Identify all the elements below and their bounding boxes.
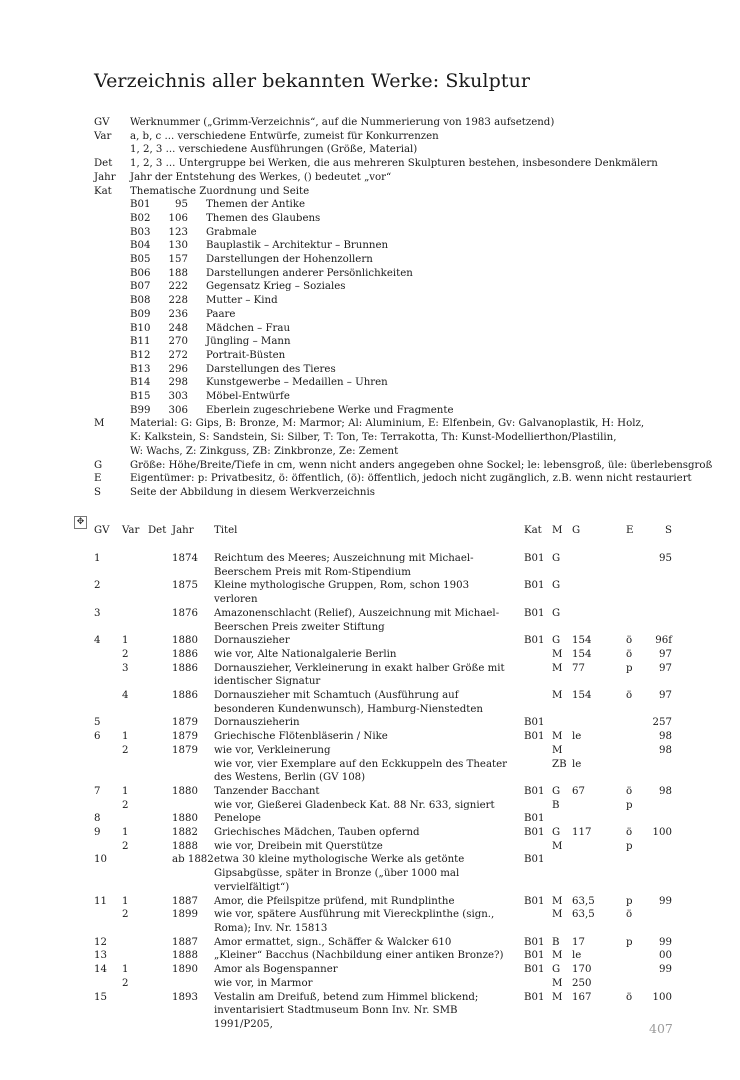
legend-abbr: E (94, 473, 102, 485)
cell-var: 1 (122, 827, 129, 839)
cell-titel: wie vor, in Marmor (214, 977, 313, 989)
legend-row (94, 486, 734, 500)
cell-var: 2 (122, 744, 129, 756)
kat-code: B06 (130, 267, 151, 279)
kat-code: B02 (130, 212, 151, 224)
cell-e: p (626, 662, 633, 674)
legend-text: Material: G: Gips, B: Bronze, M: Marmor; Al: Aluminium, E: Elfenbein, Gv: Galvanoplastik, H: Holz, (130, 418, 645, 430)
cell-titel: Vestalin am Dreifuß, betend zum Himmel blickend; inventarisiert Stadtmuseum Bonn Inv. Nr. SMB 1991/P205, (214, 991, 479, 1030)
cell-titel: wie vor, Gießerei Gladenbeck Kat. 88 Nr. 633, signiert (214, 799, 495, 811)
cell-titel: Dornauszieherin (214, 717, 300, 729)
cell-m: M (552, 731, 563, 743)
kat-item (94, 335, 734, 349)
cell-jahr: 1880 (172, 635, 198, 647)
table-row (94, 758, 674, 785)
cell-var: 2 (122, 909, 129, 921)
legend-row (94, 185, 734, 199)
cell-g: 250 (572, 977, 592, 989)
cell-kat: B01 (524, 991, 545, 1003)
kat-item (94, 404, 734, 418)
kat-page: 236 (168, 308, 188, 320)
table-row (94, 689, 674, 716)
legend-text: Werknummer („Grimm-Verzeichnis“, auf die Nummerierung von 1983 aufsetzend) (130, 117, 555, 128)
cell-m: G (552, 827, 561, 839)
kat-label: Jüngling – Mann (206, 336, 291, 348)
cell-titel: Dornauszieher, Verkleinerung in exakt halber Größe mit identischer Signatur (214, 662, 505, 688)
cell-titel: Amor, die Pfeilspitze prüfend, mit Rundplinthe (214, 895, 455, 907)
header-kat: Kat (524, 525, 542, 536)
cell-kat: B01 (524, 854, 545, 866)
cell-g: 154 (572, 635, 592, 647)
cell-e: p (626, 895, 633, 907)
cell-jahr: 1882 (172, 827, 198, 839)
table-move-handle-icon[interactable]: ✥ (74, 516, 87, 529)
kat-code: B15 (130, 391, 151, 403)
cell-var: 2 (122, 648, 129, 660)
cell-kat: B01 (524, 895, 545, 907)
cell-s: 99 (659, 895, 672, 907)
table-row (94, 552, 674, 579)
cell-m: M (552, 840, 563, 852)
legend-abbr: GV (94, 117, 110, 128)
legend-text: Seite der Abbildung in diesem Werkverzeichnis (130, 486, 375, 498)
kat-page: 248 (168, 322, 188, 334)
cell-e: p (626, 936, 633, 948)
cell-kat: B01 (524, 964, 545, 976)
cell-m: G (552, 580, 561, 592)
cell-var: 1 (122, 895, 129, 907)
cell-titel: wie vor, Alte Nationalgalerie Berlin (214, 648, 397, 660)
legend-row (94, 116, 734, 130)
header-var: Var (122, 525, 140, 536)
kat-page: 272 (168, 349, 188, 361)
kat-label: Eberlein zugeschriebene Werke und Fragmente (206, 404, 454, 416)
cell-e: ö (626, 690, 633, 702)
kat-page: 306 (168, 404, 188, 416)
kat-label: Darstellungen anderer Persönlichkeiten (206, 267, 413, 279)
cell-gv: 13 (94, 950, 107, 962)
cell-jahr: 1876 (172, 607, 198, 619)
cell-titel: „Kleiner“ Bacchus (Nachbildung einer antiken Bronze?) (214, 950, 504, 962)
page-number: 407 (649, 1021, 673, 1036)
table-row (94, 963, 674, 977)
cell-kat: B01 (524, 717, 545, 729)
kat-page: 303 (168, 391, 188, 403)
cell-s: 257 (652, 717, 672, 729)
cell-s: 100 (652, 827, 672, 839)
cell-s: 98 (659, 744, 672, 756)
kat-label: Kunstgewerbe – Medaillen – Uhren (206, 377, 388, 389)
cell-titel: Amor ermattet, sign., Schäffer & Walcker 610 (214, 936, 452, 948)
cell-var: 2 (122, 799, 129, 811)
cell-gv: 4 (94, 635, 101, 647)
kat-label: Grabmale (206, 226, 257, 238)
header-e: E (626, 525, 634, 536)
legend-row (94, 130, 734, 144)
cell-jahr: 1886 (172, 690, 198, 702)
cell-jahr: 1886 (172, 662, 198, 674)
cell-g: 63,5 (572, 895, 595, 907)
cell-jahr: 1880 (172, 785, 198, 797)
cell-titel: Dornauszieher mit Schamtuch (Ausführung auf besonderen Kundenwunsch), Hamburg-Nienstedten (214, 690, 483, 715)
kat-page: 228 (168, 295, 188, 307)
kat-label: Möbel-Entwürfe (206, 391, 290, 403)
cell-kat: B01 (524, 813, 545, 825)
cell-var: 1 (122, 635, 129, 647)
kat-code: B04 (130, 240, 151, 252)
kat-label: Mädchen – Frau (206, 322, 291, 334)
cell-gv: 11 (94, 895, 107, 907)
table-row (94, 716, 674, 730)
kat-page: 130 (168, 240, 188, 252)
cell-m: M (552, 662, 563, 674)
legend-text: Jahr der Entstehung des Werkes, () bedeutet „vor“ (130, 171, 392, 183)
kat-item (94, 280, 734, 294)
cell-jahr: 1887 (172, 936, 198, 948)
cell-g: le (572, 950, 582, 962)
cell-gv: 9 (94, 827, 101, 839)
kat-item (94, 198, 734, 212)
cell-m: B (552, 799, 560, 811)
header-jahr: Jahr (172, 525, 194, 536)
cell-m: M (552, 950, 563, 962)
table-row (94, 991, 674, 1032)
kat-page: 296 (168, 363, 188, 375)
cell-g: 63,5 (572, 909, 595, 921)
header-gv: GV (94, 525, 110, 536)
cell-var: 4 (122, 690, 129, 702)
kat-page: 270 (168, 336, 188, 348)
cell-titel: wie vor, Verkleinerung (214, 744, 331, 756)
kat-label: Darstellungen des Tieres (206, 363, 336, 375)
table-row (94, 949, 674, 963)
table-row (94, 634, 674, 648)
cell-var: 2 (122, 840, 129, 852)
cell-jahr: 1886 (172, 648, 198, 660)
table-body (94, 552, 674, 1032)
cell-gv: 15 (94, 991, 107, 1003)
legend-abbr: G (94, 459, 103, 471)
kat-item (94, 322, 734, 336)
cell-m: M (552, 991, 563, 1003)
kat-label: Bauplastik – Architektur – Brunnen (206, 240, 389, 252)
cell-m: M (552, 690, 563, 702)
table-row (94, 895, 674, 909)
cell-m: M (552, 909, 563, 921)
cell-gv: 14 (94, 964, 107, 976)
cell-e: p (626, 799, 633, 811)
cell-g: 167 (572, 991, 592, 1003)
works-table (94, 524, 674, 1032)
cell-g: 154 (572, 690, 592, 702)
cell-jahr: 1880 (172, 813, 198, 825)
cell-titel: wie vor, Dreibein mit Querstütze (214, 840, 383, 852)
kat-item (94, 308, 734, 322)
kat-label: Darstellungen der Hohenzollern (206, 254, 373, 266)
cell-gv: 6 (94, 731, 101, 743)
cell-gv: 5 (94, 717, 101, 729)
kat-code: B99 (130, 404, 151, 416)
cell-e: p (626, 840, 633, 852)
cell-jahr: 1888 (172, 950, 198, 962)
cell-s: 98 (659, 785, 672, 797)
cell-gv: 7 (94, 785, 101, 797)
legend-row (94, 171, 734, 185)
kat-label: Paare (206, 308, 236, 320)
cell-s: 97 (659, 648, 672, 660)
cell-m: ZB (552, 758, 567, 770)
cell-e: ö (626, 648, 633, 660)
kat-item (94, 226, 734, 240)
page-title: Verzeichnis aller bekannten Werke: Skulptur (94, 70, 531, 92)
kat-item (94, 212, 734, 226)
cell-m: G (552, 964, 561, 976)
cell-var: 1 (122, 785, 129, 797)
cell-s: 98 (659, 731, 672, 743)
header-s: S (665, 525, 672, 536)
kat-code: B03 (130, 226, 151, 238)
kat-item (94, 390, 734, 404)
kat-item (94, 349, 734, 363)
kat-page: 298 (168, 377, 188, 389)
kat-page: 106 (168, 212, 188, 224)
cell-var: 2 (122, 977, 129, 989)
kat-label: Themen der Antike (206, 199, 306, 211)
kat-code: B08 (130, 295, 151, 307)
cell-g: 77 (572, 662, 585, 674)
cell-titel: Griechisches Mädchen, Tauben opfernd (214, 827, 420, 839)
cell-m: M (552, 744, 563, 756)
table-row (94, 977, 674, 991)
material-row (94, 417, 734, 431)
cell-e: ö (626, 991, 633, 1003)
cell-jahr: 1888 (172, 840, 198, 852)
kat-item (94, 239, 734, 253)
cell-titel: Dornauszieher (214, 635, 290, 647)
cell-kat: B01 (524, 607, 545, 619)
legend-row (94, 143, 734, 157)
legend-row (94, 157, 734, 171)
kat-page: 157 (168, 254, 188, 266)
table-row (94, 730, 674, 744)
table-row (94, 826, 674, 840)
cell-s: 99 (659, 936, 672, 948)
kat-page: 188 (168, 267, 188, 279)
cell-g: le (572, 758, 582, 770)
cell-var: 3 (122, 662, 129, 674)
table-row (94, 908, 674, 935)
legend-text: Größe: Höhe/Breite/Tiefe in cm, wenn nicht anders angegeben ohne Sockel; le: lebensgroß, üle: überlebensgroß (130, 459, 713, 471)
cell-jahr: 1874 (172, 553, 198, 564)
cell-m: G (552, 785, 561, 797)
legend-abbr (94, 143, 130, 157)
kat-item (94, 294, 734, 308)
kat-code: B13 (130, 363, 151, 375)
kat-page: 95 (175, 199, 188, 211)
cell-titel: etwa 30 kleine mythologische Werke als getönte Gipsabgüsse, später in Bronze („über 1000 mal vervielfältigt“) (214, 854, 465, 893)
cell-g: 17 (572, 936, 585, 948)
cell-g: 67 (572, 785, 585, 797)
table-row (94, 785, 674, 799)
cell-s: 00 (659, 950, 672, 962)
kat-code: B12 (130, 349, 151, 361)
cell-kat: B01 (524, 950, 545, 962)
cell-kat: B01 (524, 731, 545, 743)
cell-jahr: 1879 (172, 744, 198, 756)
cell-titel: Reichtum des Meeres; Auszeichnung mit Michael-Beerschem Preis mit Rom-Stipendium (214, 553, 474, 578)
cell-s: 95 (659, 553, 672, 564)
cell-gv: 1 (94, 553, 101, 564)
cell-kat: B01 (524, 785, 545, 797)
kat-code: B10 (130, 322, 151, 334)
cell-s: 99 (659, 964, 672, 976)
header-det: Det (148, 525, 167, 536)
cell-s: 96f (655, 635, 672, 647)
legend-abbr: Det (94, 158, 113, 170)
cell-kat: B01 (524, 553, 545, 564)
cell-var: 1 (122, 964, 129, 976)
kat-code: B07 (130, 281, 151, 293)
cell-titel: Tanzender Bacchant (214, 785, 320, 797)
legend-text: Thematische Zuordnung und Seite (130, 185, 310, 197)
legend-text: a, b, c ... verschiedene Entwürfe, zumeist für Konkurrenzen (130, 130, 439, 142)
kat-item (94, 376, 734, 390)
cell-jahr: 1893 (172, 991, 198, 1003)
kat-list (94, 198, 734, 417)
kat-code: B09 (130, 308, 151, 320)
kat-label: Mutter – Kind (206, 295, 278, 307)
cell-titel: Amazonenschlacht (Relief), Auszeichnung mit Michael-Beerschen Preis zweiter Stiftung (214, 607, 500, 633)
cell-m: G (552, 607, 561, 619)
cell-kat: B01 (524, 827, 545, 839)
cell-e: ö (626, 785, 633, 797)
table-header (94, 524, 674, 538)
cell-e: ö (626, 909, 633, 921)
cell-g: le (572, 731, 582, 743)
legend-abbr: Jahr (94, 171, 116, 183)
kat-item (94, 363, 734, 377)
cell-titel: Amor als Bogenspanner (214, 964, 338, 976)
material-line: K: Kalkstein, S: Sandstein, Si: Silber, T: Ton, Te: Terrakotta, Th: Kunst-Modellierthon/Plastilin, (130, 432, 617, 444)
cell-gv: 3 (94, 607, 101, 619)
cell-m: G (552, 553, 561, 564)
header-g: G (572, 525, 581, 536)
header-titel: Titel (214, 525, 238, 536)
table-row (94, 744, 674, 758)
cell-g: 154 (572, 648, 592, 660)
cell-g: 117 (572, 827, 592, 839)
table-row (94, 662, 674, 689)
table-row (94, 607, 674, 634)
cell-gv: 2 (94, 580, 101, 592)
kat-label: Themen des Glaubens (206, 212, 321, 224)
cell-m: B (552, 936, 560, 948)
cell-s: 97 (659, 662, 672, 674)
legend-text: 1, 2, 3 ... Untergruppe bei Werken, die aus mehreren Skulpturen bestehen, insbesondere Denkmälern (130, 158, 658, 170)
cell-gv: 10 (94, 854, 107, 866)
cell-m: M (552, 648, 563, 660)
cell-m: G (552, 635, 561, 647)
cell-var: 1 (122, 731, 129, 743)
cell-m: M (552, 895, 563, 907)
legend (94, 116, 734, 500)
cell-titel: Kleine mythologische Gruppen, Rom, schon 1903 verloren (214, 580, 470, 606)
cell-g: 170 (572, 964, 592, 976)
kat-item (94, 253, 734, 267)
table-row (94, 840, 674, 854)
kat-page: 123 (168, 226, 188, 238)
legend-abbr: M (94, 418, 105, 430)
cell-jahr: 1875 (172, 580, 198, 592)
table-row (94, 936, 674, 950)
legend-abbr: S (94, 486, 101, 498)
kat-code: B11 (130, 336, 151, 348)
legend-text: Eigentümer: p: Privatbesitz, ö: öffentlich, (ö): öffentlich, jedoch nicht zugänglich, z.B. wenn nicht restauriert (130, 473, 692, 485)
kat-item (94, 267, 734, 281)
header-m: M (552, 525, 563, 536)
cell-e: ö (626, 827, 633, 839)
cell-e: ö (626, 635, 633, 647)
cell-s: 97 (659, 690, 672, 702)
cell-jahr: 1887 (172, 895, 198, 907)
cell-s: 100 (652, 991, 672, 1003)
cell-kat: B01 (524, 580, 545, 592)
table-row (94, 812, 674, 826)
table-row (94, 648, 674, 662)
cell-kat: B01 (524, 936, 545, 948)
material-line: W: Wachs, Z: Zinkguss, ZB: Zinkbronze, Ze: Zement (130, 445, 399, 457)
cell-m: M (552, 977, 563, 989)
cell-jahr: 1899 (172, 909, 198, 921)
kat-label: Gegensatz Krieg – Soziales (206, 281, 346, 293)
cell-gv: 12 (94, 936, 107, 948)
cell-titel: wie vor, vier Exemplare auf den Eckkuppeln des Theater des Westens, Berlin (GV 108) (214, 758, 508, 784)
legend-abbr: Kat (94, 185, 112, 197)
legend-row (94, 459, 734, 473)
cell-gv: 8 (94, 813, 101, 825)
legend-abbr: Var (94, 130, 112, 142)
table-row (94, 853, 674, 894)
kat-code: B01 (130, 199, 151, 211)
table-row (94, 579, 674, 606)
cell-jahr: 1890 (172, 964, 198, 976)
cell-jahr: 1879 (172, 731, 198, 743)
cell-jahr: ab 1882 (172, 854, 214, 866)
kat-code: B14 (130, 377, 151, 389)
cell-titel: wie vor, spätere Ausführung mit Viereckplinthe (sign., Roma); Inv. Nr. 15813 (214, 909, 495, 934)
cell-kat: B01 (524, 635, 545, 647)
legend-text: 1, 2, 3 ... verschiedene Ausführungen (Größe, Material) (130, 144, 418, 156)
kat-code: B05 (130, 254, 151, 266)
kat-label: Portrait-Büsten (206, 349, 286, 361)
cell-titel: Penelope (214, 813, 261, 825)
legend-row (94, 472, 734, 486)
cell-jahr: 1879 (172, 717, 198, 729)
cell-titel: Griechische Flötenbläserin / Nike (214, 731, 388, 743)
table-row (94, 799, 674, 813)
kat-page: 222 (168, 281, 188, 293)
